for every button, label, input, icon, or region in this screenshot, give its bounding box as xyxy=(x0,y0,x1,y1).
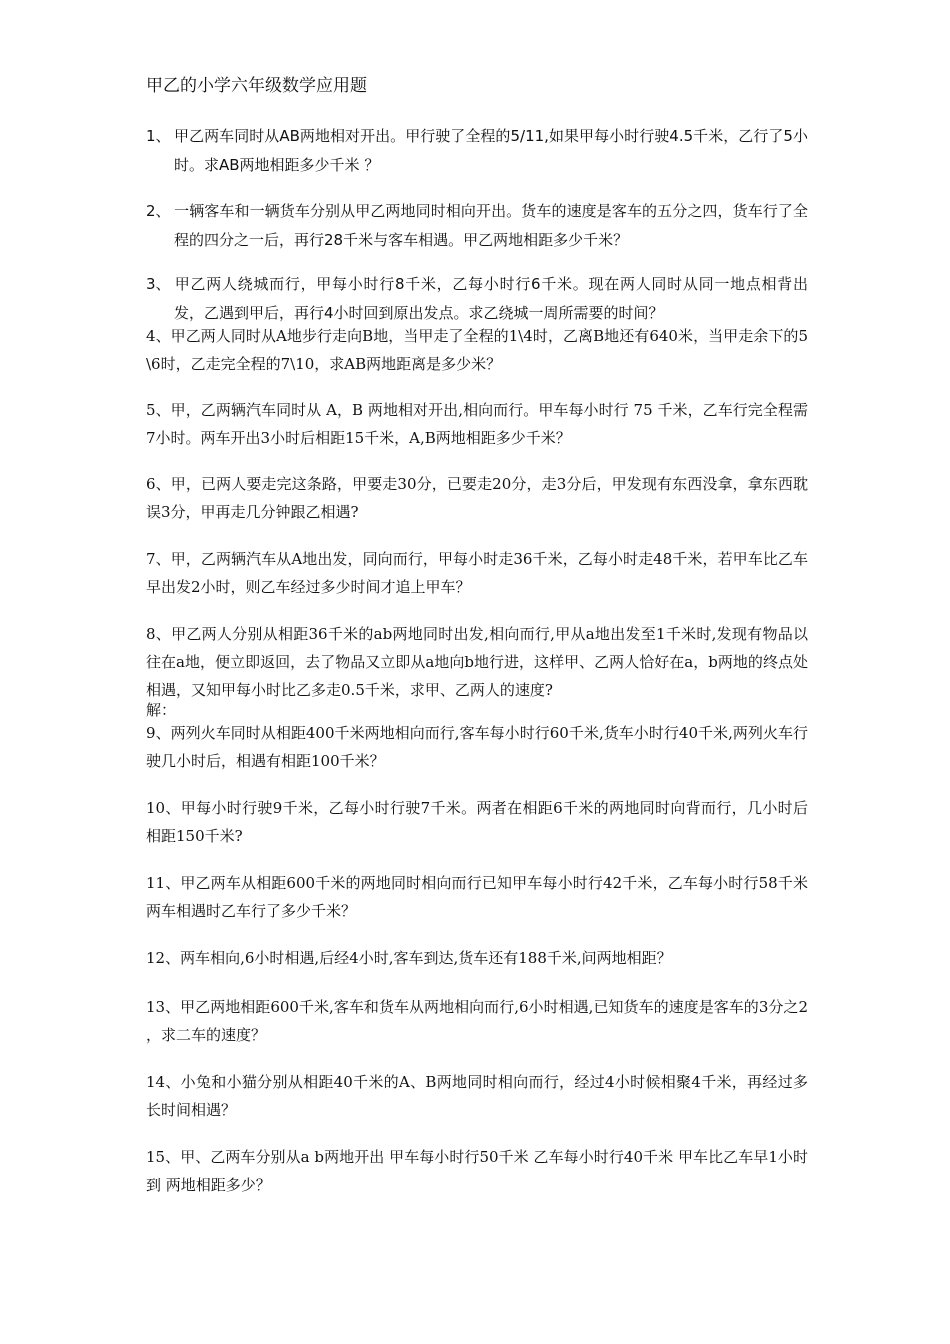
question-9: 9、两列火车同时从相距400千米两地相向而行,客车每小时行60千米,货车小时行40千米,两列火车行驶几小时后，相遇有相距100千米？ xyxy=(146,724,808,770)
document-title: 甲乙的小学六年级数学应用题 xyxy=(146,76,367,96)
question-15: 15、甲、乙两车分别从a b两地开出 甲车每小时行50千米 乙车每小时行40千米 甲车比乙车早1小时到 两地相距多少？ xyxy=(146,1148,808,1194)
question-3 xyxy=(146,270,808,328)
question-2 xyxy=(146,197,808,255)
solution-label: 解： xyxy=(146,701,177,719)
question-12: 12、两车相向,6小时相遇,后经4小时,客车到达,货车还有188千米,问两地相距？ xyxy=(146,949,672,967)
question-text: 一辆客车和一辆货车分别从甲乙两地同时相向开出。货车的速度是客车的五分之四，货车行了全程的四分之一后，再行28千米与客车相遇。甲乙两地相距多少千米？ xyxy=(174,202,808,249)
question-text: 甲乙两车同时从AB两地相对开出。甲行驶了全程的5/11,如果甲每小时行驶4.5千米，乙行了5小时。求AB两地相距多少千米 ？ xyxy=(174,127,808,174)
question-10: 10、甲每小时行驶9千米，乙每小时行驶7千米。两者在相距6千米的两地同时向背而行，几小时后相距150千米? xyxy=(146,799,808,845)
question-1 xyxy=(146,122,808,180)
question-number: 2、 xyxy=(146,202,171,220)
question-7: 7、甲，乙两辆汽车从A地出发，同向而行，甲每小时走36千米，乙每小时走48千米，若甲车比乙车早出发2小时，则乙车经过多少时间才追上甲车？ xyxy=(146,550,808,596)
question-13: 13、甲乙两地相距600千米,客车和货车从两地相向而行,6小时相遇,已知货车的速度是客车的3分之2 ，求二车的速度？ xyxy=(146,998,808,1044)
question-8: 8、甲乙两人分别从相距36千米的ab两地同时出发,相向而行,甲从a地出发至1千米时,发现有物品以往在a地，便立即返回，去了物品又立即从a地向b地行进，这样甲、乙两人恰好在a，b两地的终点处相遇，又知甲每小时比乙多走0.5千米，求甲、乙两人的速度? xyxy=(146,625,808,699)
question-11: 11、甲乙两车从相距600千米的两地同时相向而行已知甲车每小时行42千米，乙车每小时行58千米两车相遇时乙车行了多少千米？ xyxy=(146,874,808,920)
question-number: 3、 xyxy=(146,275,171,293)
question-4: 4、甲乙两人同时从A地步行走向B地，当甲走了全程的1\4时，乙离B地还有640米，当甲走余下的5\6时，乙走完全程的7\10，求AB两地距离是多少米？ xyxy=(146,327,808,373)
question-text: 甲乙两人绕城而行，甲每小时行8千米，乙每小时行6千米。现在两人同时从同一地点相背出发，乙遇到甲后，再行4小时回到原出发点。求乙绕城一周所需要的时间？ xyxy=(174,275,808,322)
question-14: 14、小兔和小猫分别从相距40千米的A、B两地同时相向而行，经过4小时候相聚4千米，再经过多长时间相遇？ xyxy=(146,1073,808,1119)
question-6: 6、甲，已两人要走完这条路，甲要走30分，已要走20分，走3分后，甲发现有东西没拿，拿东西耽误3分，甲再走几分钟跟乙相遇? xyxy=(146,475,808,521)
question-number: 1、 xyxy=(146,127,171,145)
question-5: 5、甲，乙两辆汽车同时从 A，B 两地相对开出,相向而行。甲车每小时行 75 千米，乙车行完全程需7小时。两车开出3小时后相距15千米，A,B两地相距多少千米？ xyxy=(146,401,808,447)
